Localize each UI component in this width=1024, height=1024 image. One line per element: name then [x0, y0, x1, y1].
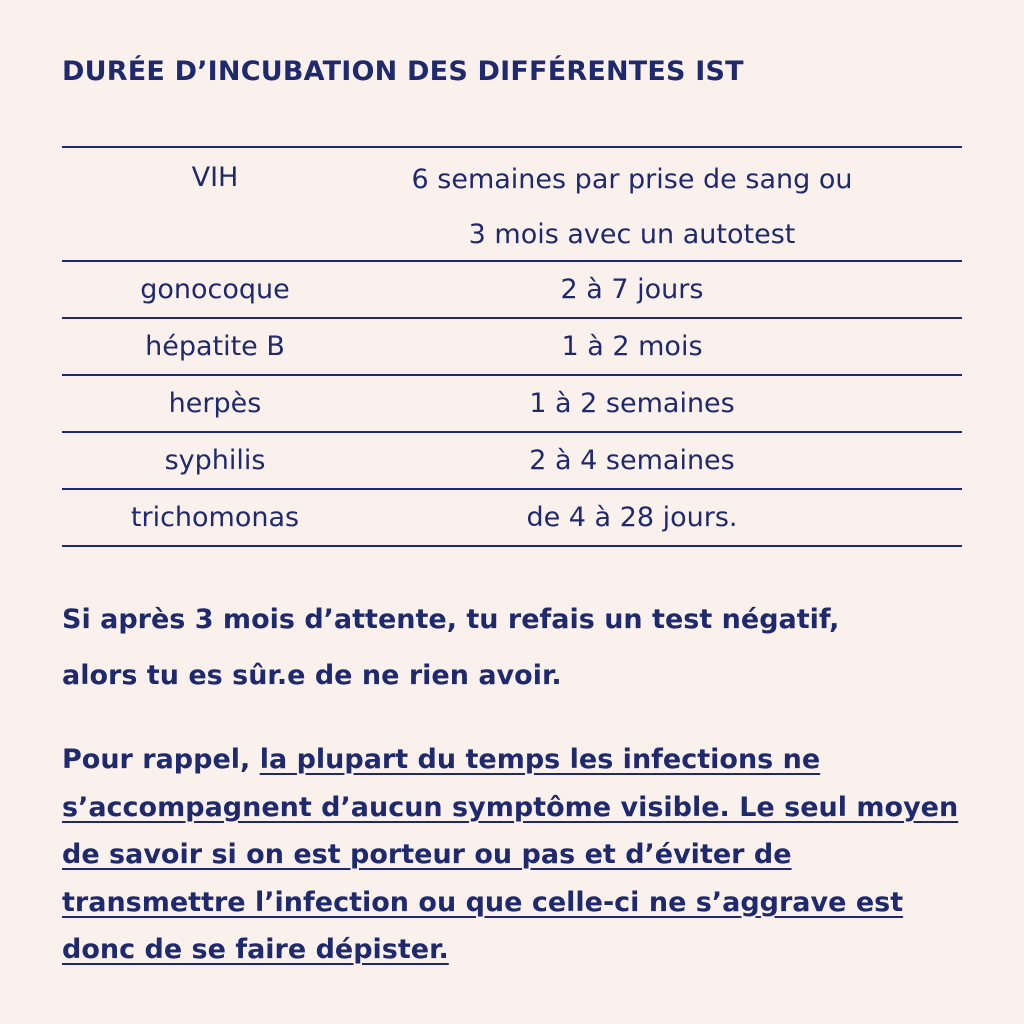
table-row [62, 374, 962, 431]
incubation-duration: 1 à 2 mois [561, 331, 703, 362]
incubation-duration [362, 152, 902, 262]
sti-name: hépatite B [145, 331, 285, 362]
table-row [62, 317, 962, 374]
duration-line: 3 mois avec un autotest [468, 219, 796, 250]
page-title: DURÉE D’INCUBATION DES DIFFÉRENTES IST [62, 56, 744, 87]
incubation-duration: 2 à 4 semaines [529, 445, 735, 476]
sti-name: gonocoque [140, 274, 290, 305]
table-row [62, 488, 962, 547]
incubation-duration: 1 à 2 semaines [529, 388, 735, 419]
incubation-duration: 2 à 7 jours [560, 274, 704, 305]
retest-line: alors tu es sûr.e de ne rien avoir. [62, 660, 562, 691]
incubation-duration: de 4 à 28 jours. [526, 502, 738, 533]
sti-name: syphilis [164, 445, 266, 476]
duration-line: 6 semaines par prise de sang ou [411, 164, 853, 195]
reminder-paragraph [62, 736, 972, 974]
table-row [62, 431, 962, 488]
retest-line: Si après 3 mois d’attente, tu refais un test négatif, [62, 604, 840, 635]
incubation-table [62, 146, 962, 547]
sti-name: VIH [191, 162, 239, 193]
sti-name: trichomonas [130, 502, 300, 533]
table-row [62, 260, 962, 317]
reminder-underlined-text: la plupart du temps les infections ne s’accompagnent d’aucun symptôme visible. Le seul moyen de savoir si on est porteur ou pas et d’éviter de transmettre l’infection ou que celle-ci ne s’aggrave est donc de se faire dépister. [62, 744, 959, 965]
sti-name: herpès [168, 388, 262, 419]
table-row [62, 146, 962, 260]
reminder-intro: Pour rappel, [62, 744, 260, 775]
retest-paragraph [62, 592, 962, 704]
